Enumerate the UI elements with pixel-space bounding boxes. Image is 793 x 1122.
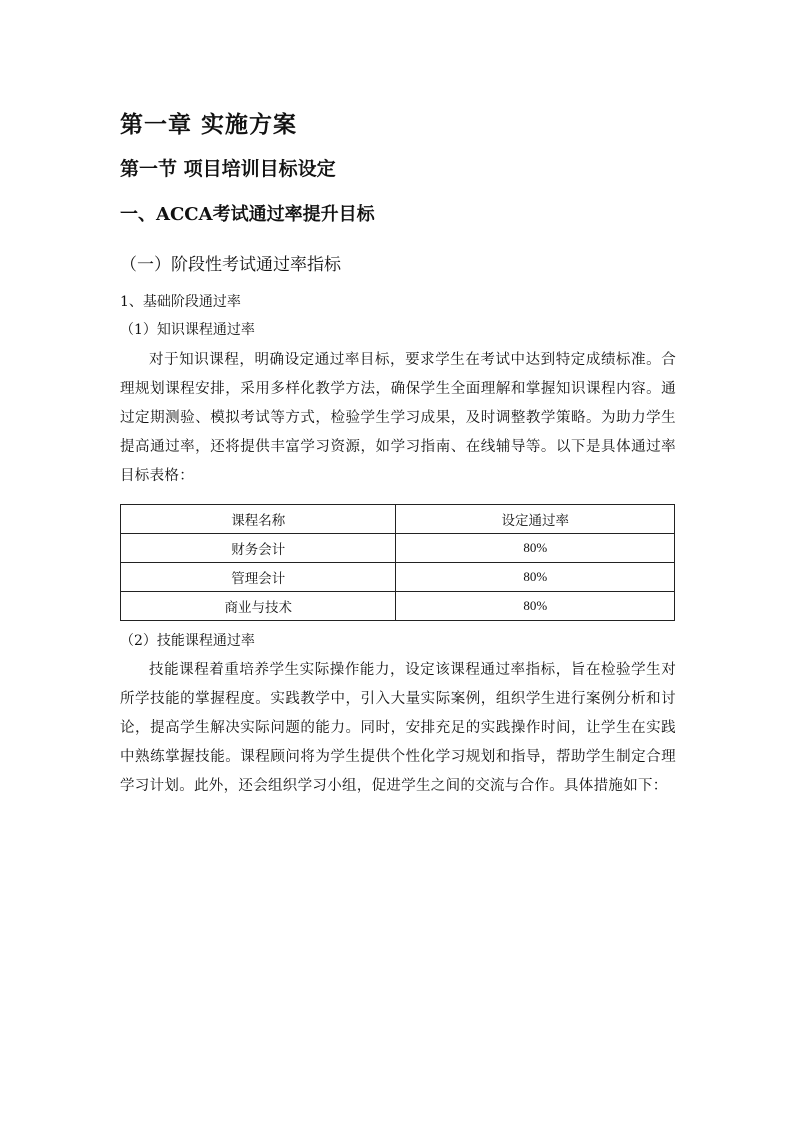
pass-rate-cell: 80% <box>396 534 675 563</box>
item-heading-skill-courses: （2）技能课程通过率 <box>120 633 255 649</box>
pass-rate-table <box>120 504 675 621</box>
course-name-cell: 财务会计 <box>121 534 396 563</box>
column-header-rate: 设定通过率 <box>396 505 675 534</box>
course-name-cell: 管理会计 <box>121 563 396 592</box>
table-header-row <box>121 505 675 534</box>
paragraph-knowledge-courses: 对于知识课程，明确设定通过率目标，要求学生在考试中达到特定成绩标准。合理规划课程安排，采用多样化教学方法，确保学生全面理解和掌握知识课程内容。通过定期测验、模拟考试等方式，检验学生学习成果，及时调整教学策略。为助力学生提高通过率，还将提供丰富学习资源，如学习指南、在线辅导等。以下是具体通过率目标表格： <box>120 352 676 484</box>
section-title: 第一节 项目培训目标设定 <box>120 158 336 180</box>
course-name-cell: 商业与技术 <box>121 592 396 621</box>
table-row <box>121 534 675 563</box>
table-row <box>121 592 675 621</box>
chapter-title: 第一章 实施方案 <box>120 111 298 138</box>
pass-rate-cell: 80% <box>396 592 675 621</box>
paragraph-skill-courses: 技能课程着重培养学生实际操作能力，设定该课程通过率指标，旨在检验学生对所学技能的掌握程度。实践教学中，引入大量实际案例，组织学生进行案例分析和讨论，提高学生解决实际问题的能力。同时，安排充足的实践操作时间，让学生在实践中熟练掌握技能。课程顾问将为学生提供个性化学习规划和指导，帮助学生制定合理学习计划。此外，还会组织学习小组，促进学生之间的交流与合作。具体措施如下： <box>120 662 676 794</box>
subsubsection-title: （一）阶段性考试通过率指标 <box>120 255 341 275</box>
item-heading-knowledge-courses: （1）知识课程通过率 <box>120 322 255 338</box>
pass-rate-cell: 80% <box>396 563 675 592</box>
column-header-course: 课程名称 <box>121 505 396 534</box>
table-row <box>121 563 675 592</box>
subsection-title: 一、ACCA考试通过率提升目标 <box>120 204 375 225</box>
item-heading-basic-stage: 1、基础阶段通过率 <box>120 294 241 310</box>
